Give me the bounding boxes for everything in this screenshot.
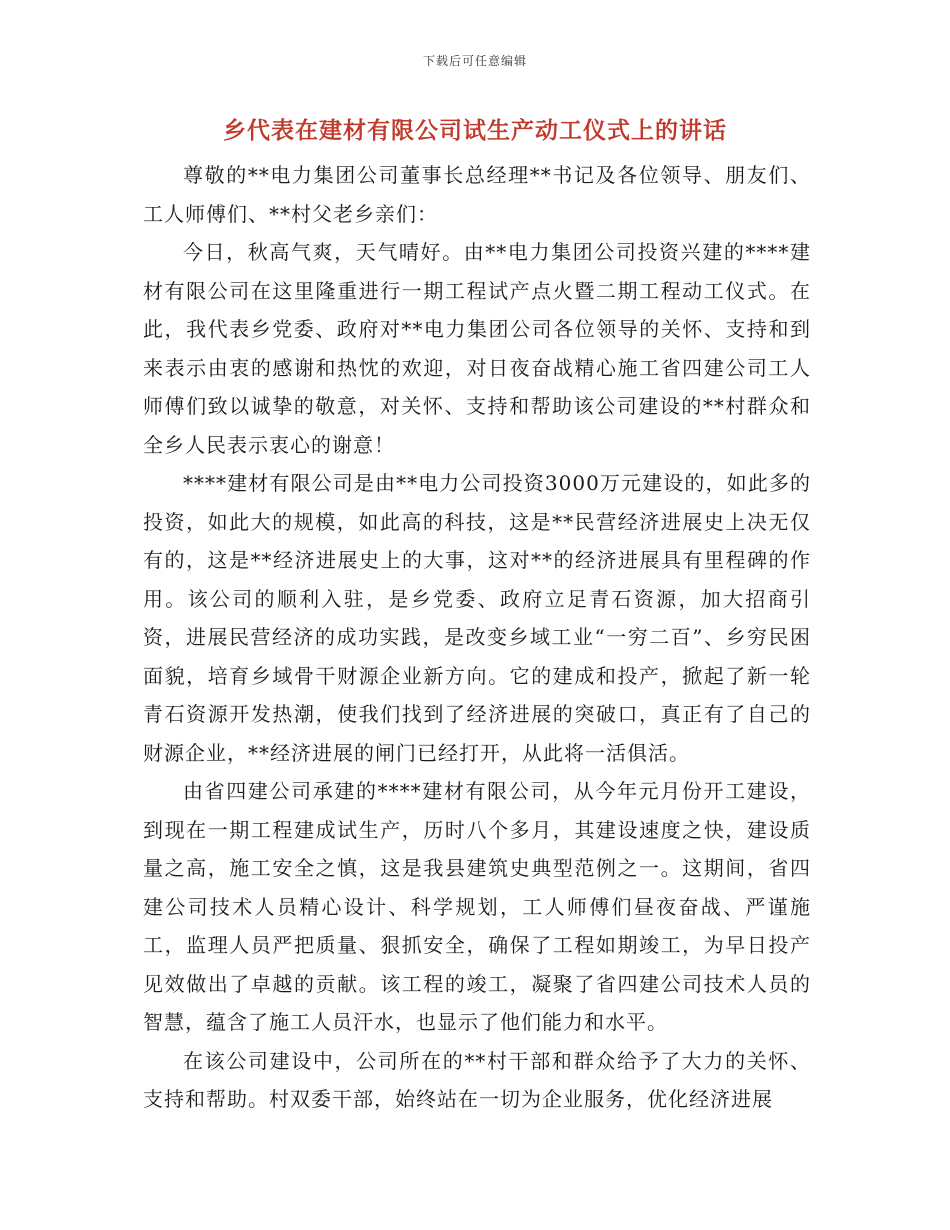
document-title: 乡代表在建材有限公司试生产动工仪式上的讲话 — [223, 117, 727, 144]
paragraph-opening: 今日，秋高气爽，天气晴好。由**电力集团公司投资兴建的****建材有限公司在这里隆重进行一期工程试产点火暨二期工程动工仪式。在此，我代表乡党委、政府对**电力集团公司各位领导的关怀、支持和到来表示由衷的感谢和热忱的欢迎，对日夜奋战精心施工省四建公司工人师傅们致以诚挚的敬意，对关怀、支持和帮助该公司建设的**村群众和全乡人民表示衷心的谢意！ — [143, 240, 811, 457]
header-note: 下载后可任意编辑 — [422, 54, 527, 68]
paragraph-village-support: 在该公司建设中，公司所在的**村干部和群众给予了大力的关怀、支持和帮助。村双委干部，始终站在一切为企业服务，优化经济进展 — [143, 1048, 811, 1111]
paragraph-salutation: 尊敬的**电力集团公司董事长总经理**书记及各位领导、朋友们、工人师傅们、**村父老乡亲们： — [143, 163, 811, 226]
paragraph-investment: ****建材有限公司是由**电力公司投资3000万元建设的，如此多的投资，如此大的规模，如此高的科技，这是**民营经济进展史上决无仅有的，这是**经济进展史上的大事，这对**的经济进展具有里程碑的作用。该公司的顺利入驻，是乡党委、政府立足青石资源，加大招商引资，进展民营经济的成功实践，是改变乡域工业“一穷二百”、乡穷民困面貌，培育乡域骨干财源企业新方向。它的建成和投产，掀起了新一轮青石资源开发热潮，使我们找到了经济进展的突破口，真正有了自己的财源企业，**经济进展的闸门已经打开，从此将一活俱活。 — [143, 471, 811, 765]
paragraph-construction: 由省四建公司承建的****建材有限公司，从今年元月份开工建设，到现在一期工程建成试生产，历时八个多月，其建设速度之快，建设质量之高，施工安全之慎，这是我县建筑史典型范例之一。这期间，省四建公司技术人员精心设计、科学规划，工人师傅们昼夜奋战、严谨施工，监理人员严把质量、狠抓安全，确保了工程如期竣工，为早日投产见效做出了卓越的贡献。该工程的竣工，凝聚了省四建公司技术人员的智慧，蕴含了施工人员汗水，也显示了他们能力和水平。 — [143, 779, 811, 1034]
document-body — [143, 156, 811, 1119]
